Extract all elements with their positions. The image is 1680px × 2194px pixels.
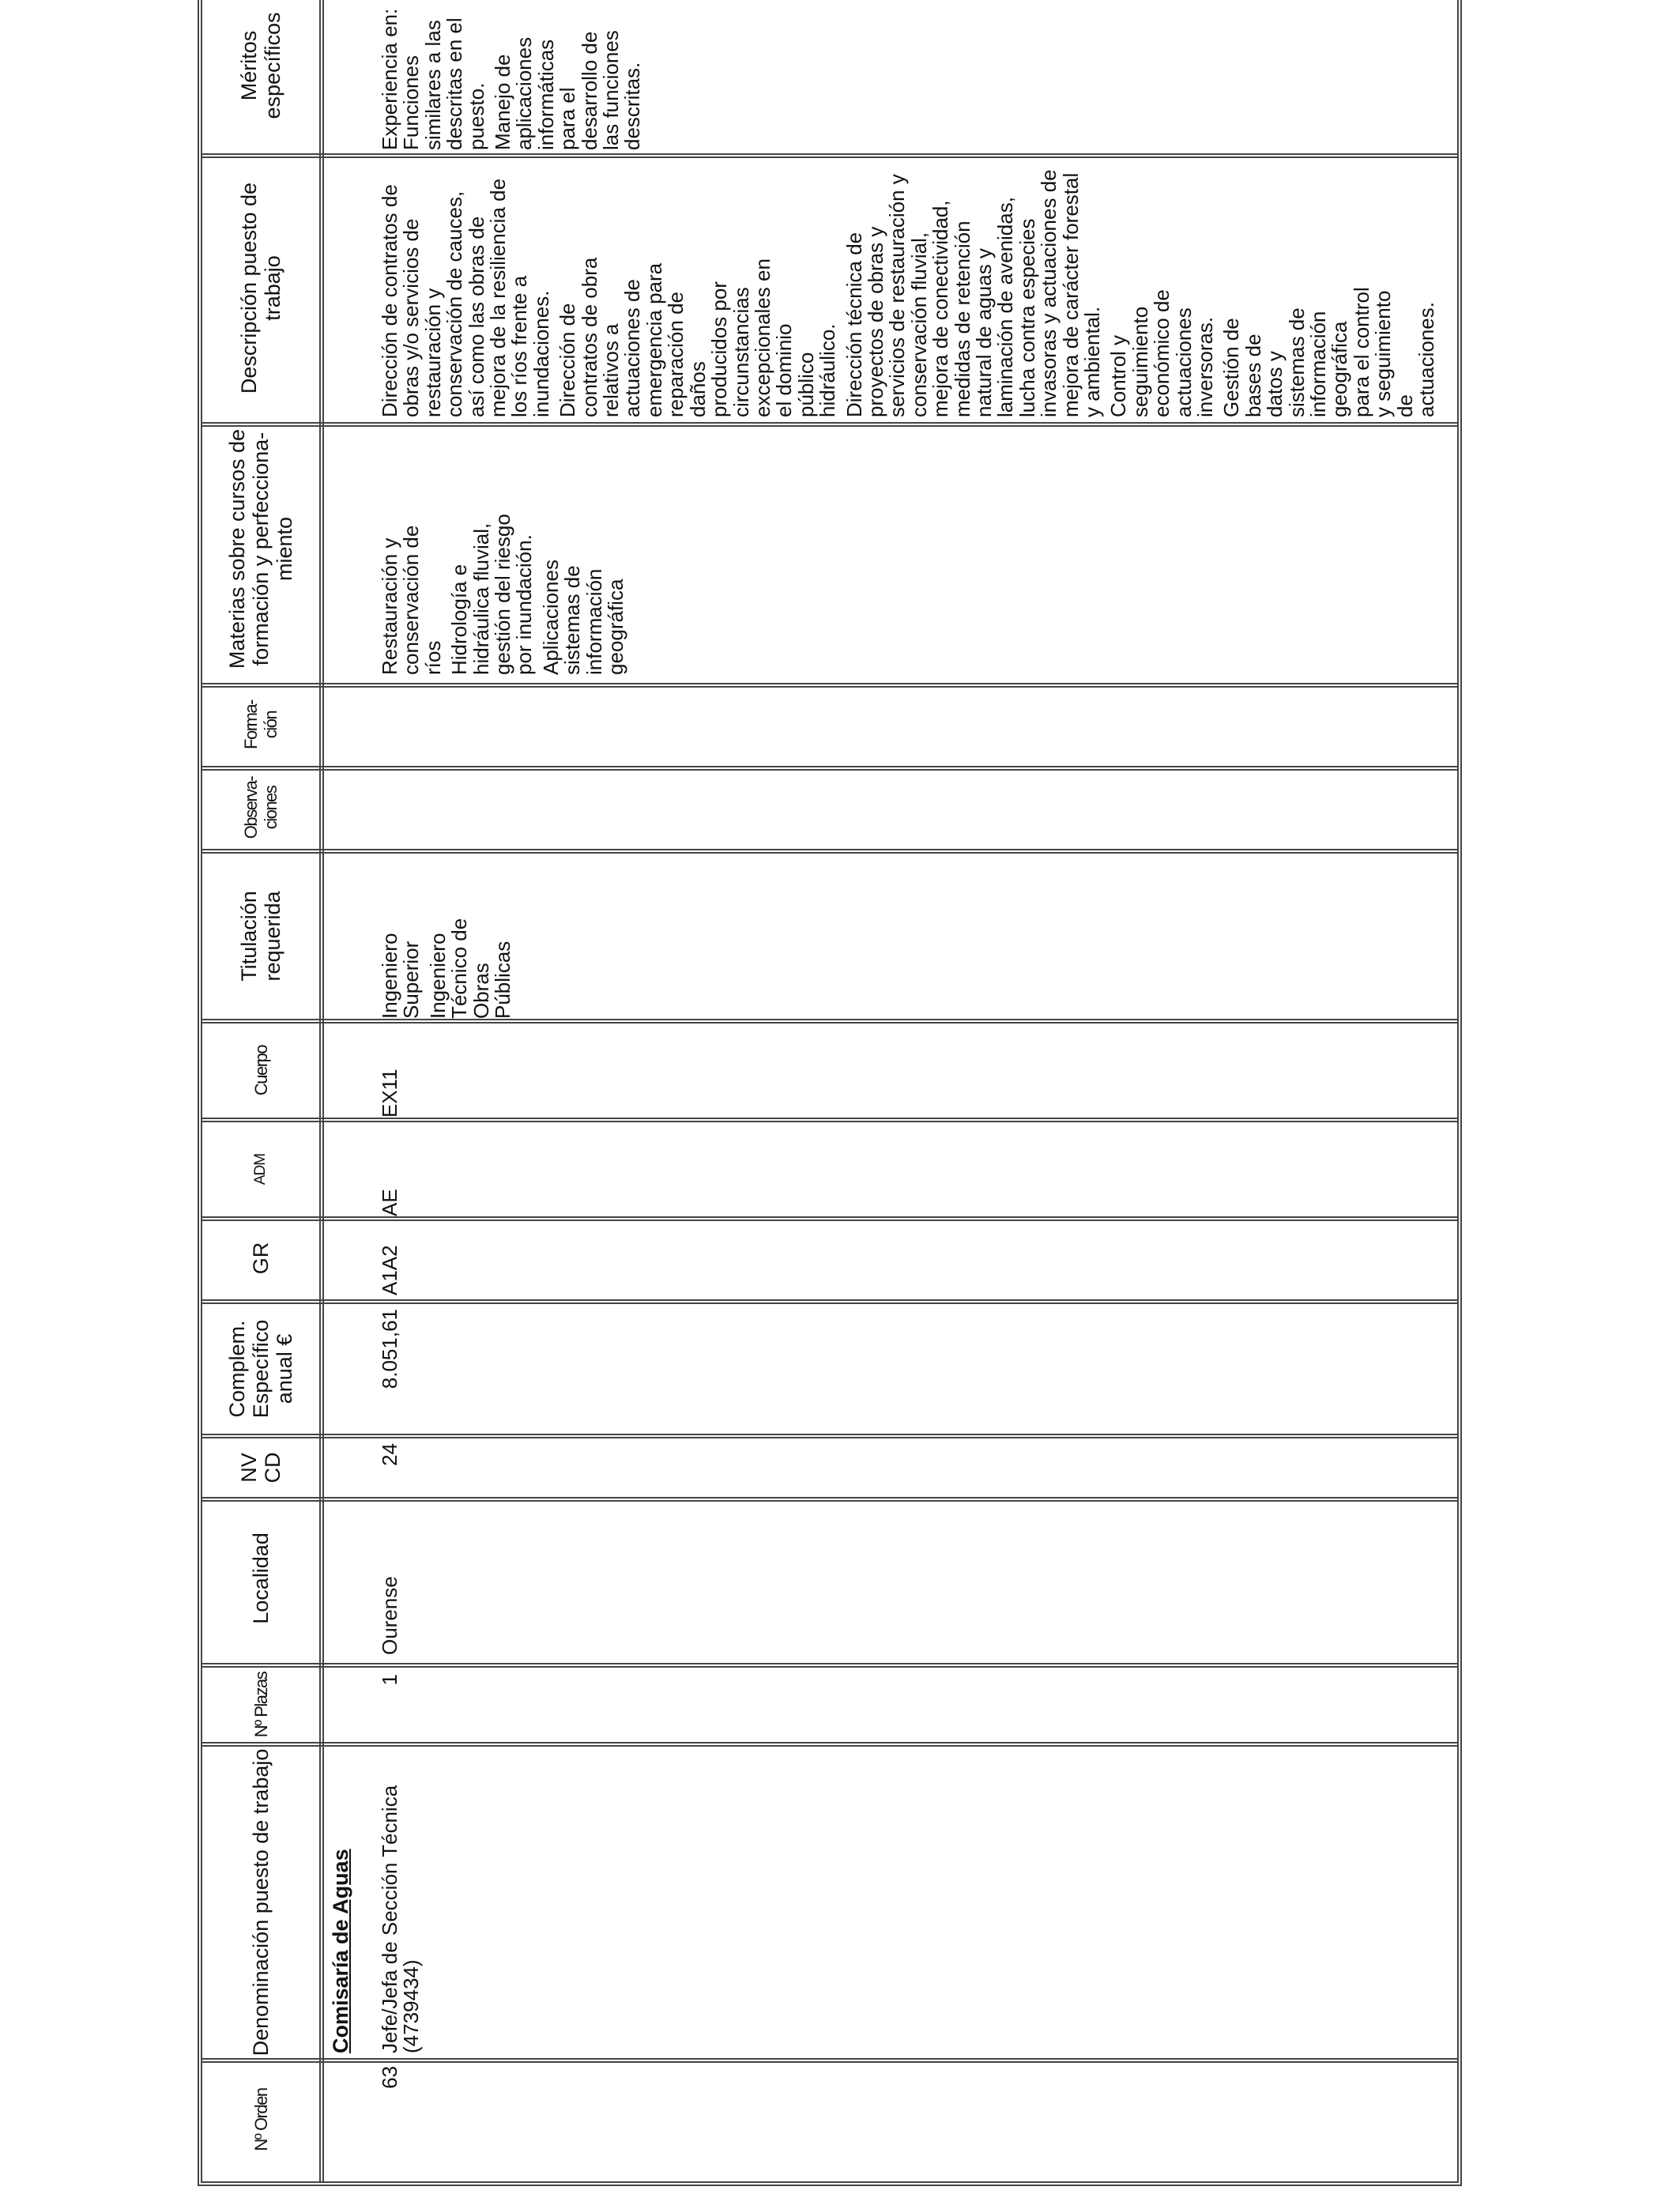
cell-nivel: 24: [378, 1443, 401, 1466]
header-titulacion: Titulación requerida: [237, 891, 284, 982]
cell-adm: AE: [378, 1189, 401, 1216]
col-sep: [202, 2058, 1457, 2063]
descripcion-item: Gestión de bases de datos y sistemas de información geográfica para el control y seguimiento de actuaciones.: [1219, 287, 1439, 417]
col-sep: [202, 1663, 1457, 1668]
col-sep: [202, 1434, 1457, 1438]
merito-item: Funciones similares a las descritas en el puesto.: [399, 17, 488, 150]
titulacion-item: Ingeniero Técnico de Obras Públicas: [425, 918, 515, 1019]
header-materias: Materias sobre cursos de formación y perfecciona-miento: [225, 428, 296, 669]
materia-item: Aplicaciones sistemas de información geográfica: [538, 560, 628, 675]
header-descripcion: Descripción puesto de trabajo: [237, 182, 284, 394]
cell-cuerpo: EX11: [378, 1069, 401, 1118]
merito-item: Experiencia en:: [378, 8, 401, 150]
header-grupo: GR: [249, 1242, 273, 1275]
col-sep: [202, 766, 1457, 771]
header-orden: Nº Orden: [250, 2088, 271, 2151]
materia-item: Restauración y conservación de ríos: [378, 525, 445, 675]
section-title: Comisaría de Aguas: [329, 1849, 352, 2053]
cell-complemento: 8.051,61: [378, 1309, 401, 1389]
merito-item: Manejo de aplicaciones informáticas para el desarrollo de las funciones descritas.: [491, 30, 645, 150]
cell-descripcion: [379, 166, 1443, 417]
cell-materias: [379, 505, 631, 675]
col-sep: [202, 1216, 1457, 1221]
cell-meritos: [379, 0, 649, 150]
materia-item: Hidrología e hidráulica fluvial, gestión del riesgo por inundación.: [447, 514, 537, 675]
cell-grupo: A1A2: [378, 1245, 401, 1295]
header-plazas: Nº Plazas: [250, 1672, 271, 1738]
col-sep: [202, 153, 1457, 158]
header-localidad: Localidad: [249, 1532, 273, 1624]
descripcion-item: Dirección de contratos de obras y/o servicios de restauración y conservación de cauces, así como las obras de mejora de la resiliencia de los ríos frente a inundaciones.: [378, 178, 553, 417]
header-denominacion: Denominación puesto de trabajo: [249, 1748, 273, 2056]
col-sep: [202, 1742, 1457, 1747]
cell-localidad: Ourense: [378, 1576, 401, 1655]
col-sep: [202, 1497, 1457, 1502]
header-observaciones: Observa-ciones: [241, 776, 281, 839]
job-table: [198, 0, 1462, 2186]
header-meritos: Méritos específicos: [237, 12, 284, 119]
header-formacion: Forma-ción: [241, 700, 281, 749]
col-sep: [202, 1299, 1457, 1304]
titulacion-item: Ingeniero Superior: [378, 933, 424, 1019]
descripcion-item: Dirección de contratos de obra relativos a actuaciones de emergencia para reparación de daños producidos por circunstancias excepcionales en el dominio público hidráulico.: [556, 257, 840, 417]
cell-plazas: 1: [378, 1674, 401, 1686]
col-sep: [202, 849, 1457, 854]
col-sep: [202, 1019, 1457, 1023]
col-sep: [202, 1118, 1457, 1122]
col-sep: [202, 683, 1457, 688]
cell-denominacion: Jefe/Jefa de Sección Técnica (4739434): [378, 1785, 424, 2053]
col-sep: [202, 422, 1457, 427]
header-complemento: Complem. Específico anual €: [225, 1319, 296, 1419]
descripcion-item: Dirección técnica de proyectos de obras y servicios de restauración y conservación fluvial, mejora de conectividad, medidas de retención natural de aguas y laminación de avenidas, lucha contra especies invasoras y actuaciones de mejora de carácter forestal y ambiental.: [842, 169, 1104, 417]
header-adm: ADM: [252, 1153, 269, 1186]
header-nivel: NV CD: [237, 1452, 284, 1483]
descripcion-item: Control y seguimiento económico de actuaciones inversoras.: [1106, 289, 1218, 417]
header-cuerpo: Cuerpo: [250, 1045, 271, 1096]
cell-titulacion: [379, 900, 518, 1019]
cell-orden: 63: [378, 2066, 401, 2089]
